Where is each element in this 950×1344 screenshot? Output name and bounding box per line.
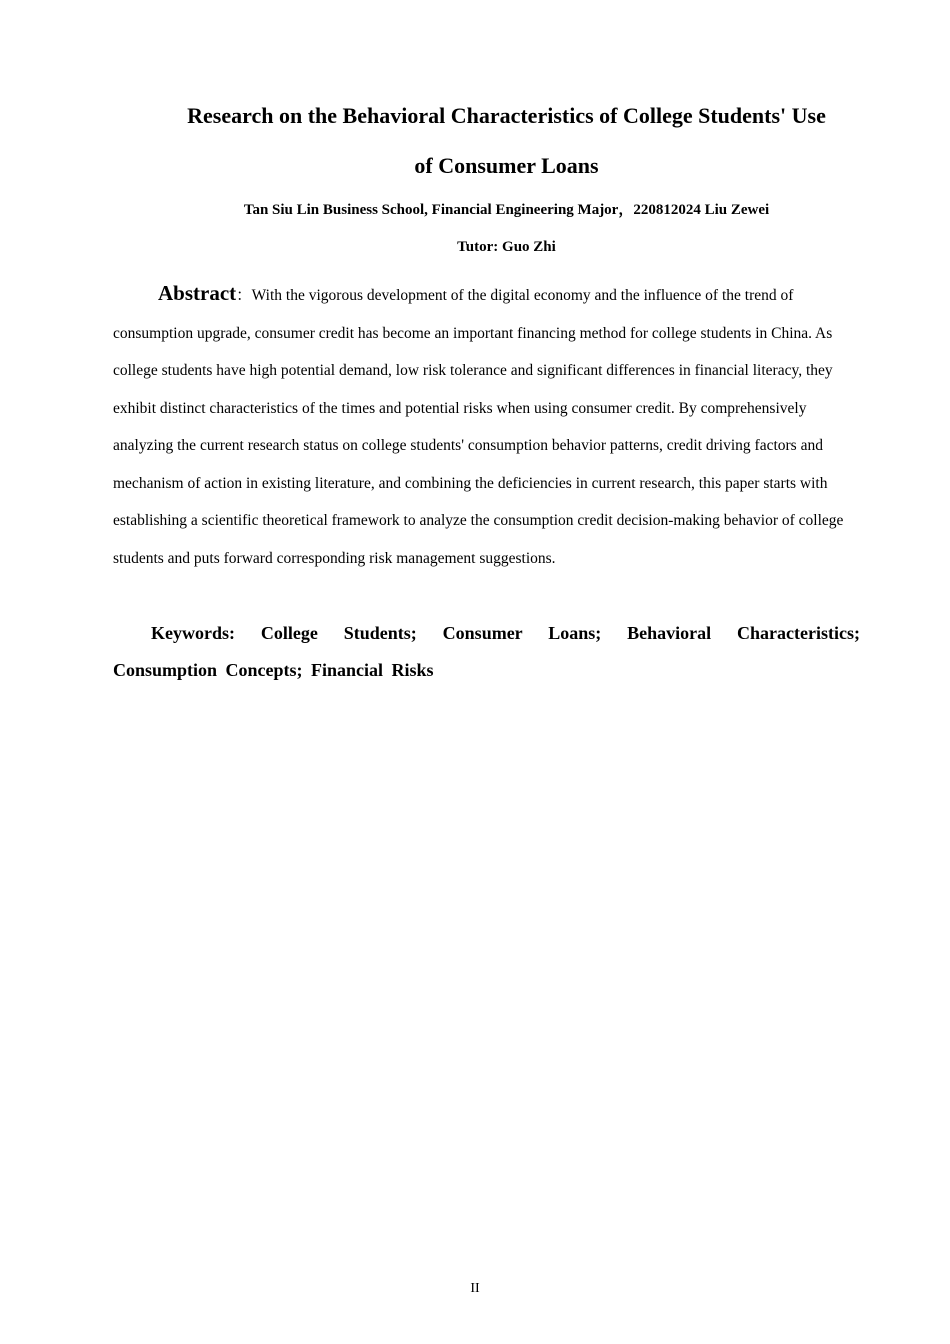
keywords-paragraph: Keywords: College Students; Consumer Loans; Behavioral Characteristics; Consumption Concepts; Financial Risks — [113, 623, 860, 680]
abstract-label: Abstract — [158, 281, 237, 305]
page-number: II — [470, 1281, 480, 1296]
paper-title-line-1: Research on the Behavioral Characteristics of College Students' Use — [187, 103, 826, 128]
abstract-paragraph — [113, 275, 860, 577]
paper-title-line-2: of Consumer Loans — [414, 153, 599, 178]
tutor-line: Tutor: Guo Zhi — [457, 239, 556, 255]
abstract-text: With the vigorous development of the digital economy and the influence of the trend of consumption upgrade, consumer credit has become an important financing method for college students in China. As college students have high potential demand, low risk tolerance and significant differences in financial literacy, they exhibit distinct characteristics of the times and potential risks when using consumer credit. By comprehensively analyzing the current research status on college students' consumption behavior patterns, credit driving factors and mechanism of action in existing literature, and combining the deficiencies in current research, this paper starts with establishing a scientific theoretical framework to analyze the consumption credit decision-making behavior of college students and puts forward corresponding risk management suggestions. — [113, 287, 844, 567]
abstract-separator: ： — [236, 287, 252, 304]
author-affiliation: Tan Siu Lin Business School, Financial Engineering Major，220812024 Liu Zewei — [243, 202, 770, 218]
